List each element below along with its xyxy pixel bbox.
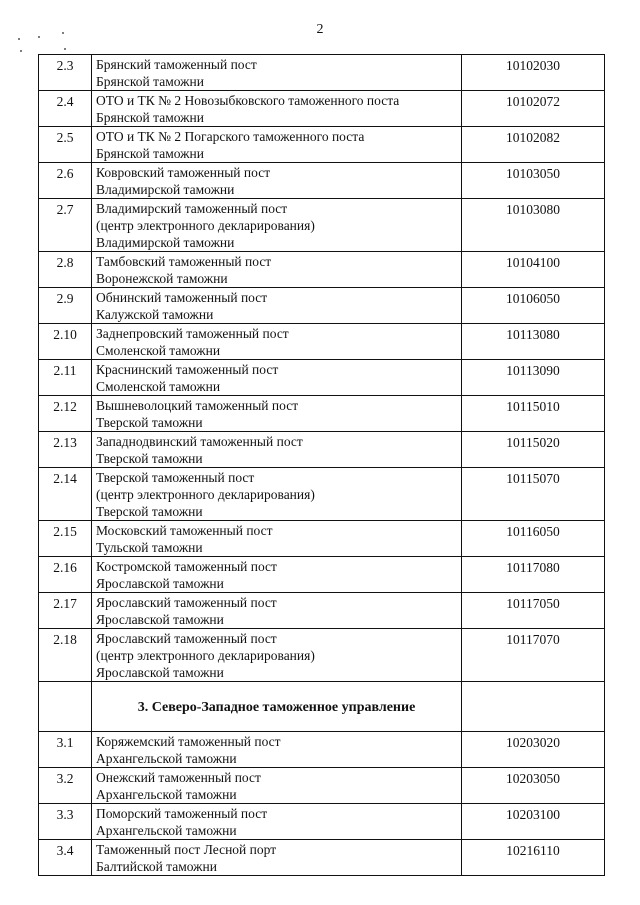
post-name-line: Московский таможенный пост (96, 523, 273, 538)
row-number: 2.14 (39, 468, 92, 521)
row-number: 2.11 (39, 360, 92, 396)
table-row (39, 468, 605, 521)
post-name-line: Западнодвинский таможенный пост (96, 434, 303, 449)
section-num-cell (39, 682, 92, 732)
post-name (92, 593, 462, 629)
post-code: 10115010 (462, 396, 605, 432)
table-row (39, 55, 605, 91)
row-number: 3.3 (39, 804, 92, 840)
table-row (39, 91, 605, 127)
row-number: 2.4 (39, 91, 92, 127)
table-row (39, 163, 605, 199)
post-code: 10102030 (462, 55, 605, 91)
post-name-line: Брянский таможенный пост (96, 57, 257, 72)
post-code: 10203100 (462, 804, 605, 840)
row-number: 2.6 (39, 163, 92, 199)
customs-posts-table (38, 54, 605, 876)
post-name-line: Костромской таможенный пост (96, 559, 277, 574)
post-name-line: Воронежской таможни (96, 271, 228, 286)
post-code: 10216110 (462, 840, 605, 876)
table-row (39, 840, 605, 876)
row-number: 3.2 (39, 768, 92, 804)
post-name-line: ОТО и ТК № 2 Новозыбковского таможенного поста (96, 93, 400, 108)
post-name-line: Тульской таможни (96, 540, 203, 555)
post-code: 10104100 (462, 252, 605, 288)
post-name-line: Заднепровский таможенный пост (96, 326, 289, 341)
post-name-line: ОТО и ТК № 2 Погарского таможенного поста (96, 129, 365, 144)
post-name-line: Архангельской таможни (96, 823, 237, 838)
post-code: 10113080 (462, 324, 605, 360)
post-code: 10103080 (462, 199, 605, 252)
post-name-line: Обнинский таможенный пост (96, 290, 268, 305)
post-name (92, 732, 462, 768)
table-row (39, 252, 605, 288)
table-row (39, 360, 605, 396)
table-row (39, 629, 605, 682)
post-name-line: Архангельской таможни (96, 751, 237, 766)
table-row (39, 804, 605, 840)
post-name-line: Таможенный пост Лесной порт (96, 842, 277, 857)
table-row (39, 199, 605, 252)
page-number: 2 (316, 22, 324, 37)
table-row (39, 521, 605, 557)
post-name (92, 804, 462, 840)
post-name (92, 163, 462, 199)
post-name-line: Ярославский таможенный пост (96, 631, 277, 646)
post-name-line: Смоленской таможни (96, 379, 221, 394)
table-row (39, 768, 605, 804)
post-name-line: Краснинский таможенный пост (96, 362, 279, 377)
table-row (39, 324, 605, 360)
post-name-line: (центр электронного декларирования) (96, 648, 315, 663)
row-number: 3.4 (39, 840, 92, 876)
post-name-line: Владимирский таможенный пост (96, 201, 288, 216)
table-row (39, 396, 605, 432)
post-code: 10106050 (462, 288, 605, 324)
post-name-line: Коряжемский таможенный пост (96, 734, 281, 749)
row-number: 3.1 (39, 732, 92, 768)
post-name (92, 629, 462, 682)
post-code: 10117080 (462, 557, 605, 593)
post-name (92, 127, 462, 163)
post-name-line: Владимирской таможни (96, 182, 235, 197)
post-name (92, 252, 462, 288)
post-name (92, 521, 462, 557)
row-number: 2.12 (39, 396, 92, 432)
post-code: 10115070 (462, 468, 605, 521)
row-number: 2.10 (39, 324, 92, 360)
post-name-line: Ярославской таможни (96, 665, 224, 680)
post-name-line: Ярославской таможни (96, 612, 224, 627)
post-name-line: Ковровский таможенный пост (96, 165, 271, 180)
post-name-line: Ярославский таможенный пост (96, 595, 277, 610)
post-name (92, 468, 462, 521)
post-name-line: Поморский таможенный пост (96, 806, 268, 821)
table-row (39, 288, 605, 324)
post-name (92, 199, 462, 252)
post-name (92, 396, 462, 432)
row-number: 2.5 (39, 127, 92, 163)
post-code: 10103050 (462, 163, 605, 199)
post-name-line: Архангельской таможни (96, 787, 237, 802)
post-name-line: Калужской таможни (96, 307, 214, 322)
table-row (39, 557, 605, 593)
post-code: 10203020 (462, 732, 605, 768)
post-name-line: Тамбовский таможенный пост (96, 254, 272, 269)
post-name-line: (центр электронного декларирования) (96, 487, 315, 502)
post-name-line: Тверской таможни (96, 415, 203, 430)
section-code-cell (462, 682, 605, 732)
post-name (92, 288, 462, 324)
table-row (39, 593, 605, 629)
post-name-line: Тверской таможни (96, 504, 203, 519)
post-name-line: Ярославской таможни (96, 576, 224, 591)
post-name (92, 360, 462, 396)
row-number: 2.3 (39, 55, 92, 91)
post-name-line: Тверской таможенный пост (96, 470, 255, 485)
post-name-line: Брянской таможни (96, 74, 204, 89)
section-row (39, 682, 605, 732)
post-name (92, 324, 462, 360)
post-name-line: Владимирской таможни (96, 235, 235, 250)
row-number: 2.18 (39, 629, 92, 682)
post-code: 10102082 (462, 127, 605, 163)
post-code: 10116050 (462, 521, 605, 557)
post-name-line: Балтийской таможни (96, 859, 217, 874)
post-name (92, 55, 462, 91)
row-number: 2.13 (39, 432, 92, 468)
post-name (92, 840, 462, 876)
post-code: 10203050 (462, 768, 605, 804)
post-code: 10117050 (462, 593, 605, 629)
post-name-line: (центр электронного декларирования) (96, 218, 315, 233)
post-name-line: Смоленской таможни (96, 343, 221, 358)
table-row (39, 732, 605, 768)
post-name-line: Онежский таможенный пост (96, 770, 261, 785)
row-number: 2.16 (39, 557, 92, 593)
post-name-line: Тверской таможни (96, 451, 203, 466)
post-name (92, 768, 462, 804)
post-name-line: Брянской таможни (96, 146, 204, 161)
post-name (92, 557, 462, 593)
post-code: 10113090 (462, 360, 605, 396)
post-name-line: Брянской таможни (96, 110, 204, 125)
post-code: 10117070 (462, 629, 605, 682)
row-number: 2.15 (39, 521, 92, 557)
table-row (39, 127, 605, 163)
row-number: 2.9 (39, 288, 92, 324)
table-row (39, 432, 605, 468)
row-number: 2.7 (39, 199, 92, 252)
post-name-line: Вышневолоцкий таможенный пост (96, 398, 299, 413)
post-name (92, 432, 462, 468)
post-name (92, 91, 462, 127)
row-number: 2.8 (39, 252, 92, 288)
post-code: 10102072 (462, 91, 605, 127)
row-number: 2.17 (39, 593, 92, 629)
post-code: 10115020 (462, 432, 605, 468)
section-title: 3. Северо-Западное таможенное управление (92, 682, 462, 732)
